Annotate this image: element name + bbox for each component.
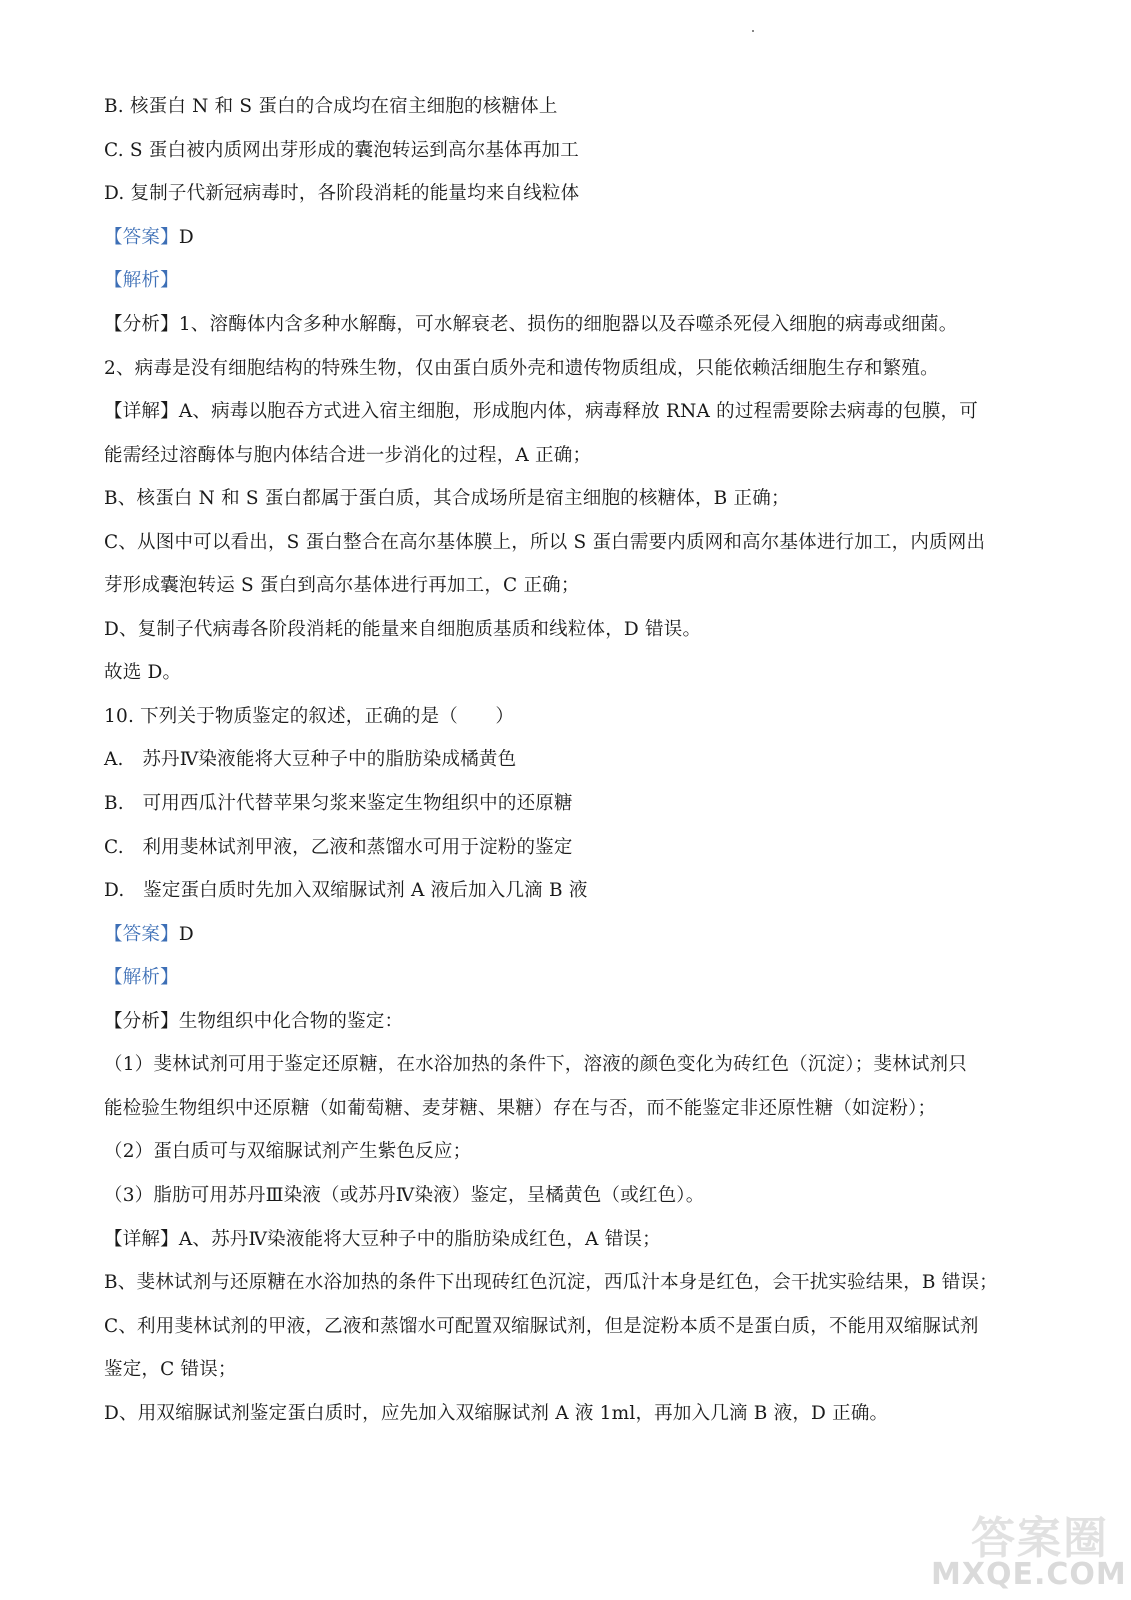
detail-text: A、病毒以胞吞方式进入宿主细胞，形成胞内体，病毒释放 RNA 的过程需要除去病毒的包膜，可 bbox=[178, 401, 978, 422]
q9-option-c: C. S 蛋白被内质网出芽形成的囊泡转运到高尔基体再加工 bbox=[104, 140, 579, 161]
q9-detail-a2: 能需经过溶酶体与胞内体结合进一步消化的过程，A 正确； bbox=[104, 445, 592, 466]
q9-detail-b: B、核蛋白 N 和 S 蛋白都属于蛋白质，其合成场所是宿主细胞的核糖体，B 正确； bbox=[104, 488, 790, 509]
answer-tag: 【答案】 bbox=[104, 227, 179, 248]
q10-detail-c1: C、利用斐林试剂的甲液，乙液和蒸馏水可配置双缩脲试剂，但是淀粉本质不是蛋白质，不能用双缩脲试剂 bbox=[104, 1316, 979, 1337]
q10-analysis-head bbox=[104, 1009, 1021, 1035]
q9-analysis-1 bbox=[104, 312, 1021, 338]
jiexi-tag: 【解析】 bbox=[104, 270, 179, 291]
q10-detail-d: D、用双缩脲试剂鉴定蛋白质时，应先加入双缩脲试剂 A 液 1ml，再加入几滴 B 液，D 正确。 bbox=[104, 1403, 889, 1424]
q10-jiexi-tag bbox=[104, 965, 1021, 991]
q10-analysis-2: （2）蛋白质可与双缩脲试剂产生紫色反应； bbox=[104, 1141, 472, 1162]
analysis-label: 【分析】 bbox=[104, 314, 179, 335]
q9-detail-c1: C、从图中可以看出，S 蛋白整合在高尔基体膜上，所以 S 蛋白需要内质网和高尔基体进行加工，内质网出 bbox=[104, 532, 986, 553]
q9-answer bbox=[104, 225, 1021, 251]
analysis-text: 生物组织中化合物的鉴定： bbox=[178, 1011, 404, 1032]
q9-detail-a1 bbox=[104, 399, 1021, 425]
analysis-text: 1、溶酶体内含多种水解酶，可水解衰老、损伤的细胞器以及吞噬杀死侵入细胞的病毒或细菌。 bbox=[178, 314, 958, 335]
detail-label: 【详解】 bbox=[104, 1229, 179, 1250]
scan-speck bbox=[752, 30, 754, 32]
q9-option-d: D. 复制子代新冠病毒时，各阶段消耗的能量均来自线粒体 bbox=[104, 183, 580, 204]
q10-option-c: C. 利用斐林试剂甲液，乙液和蒸馏水可用于淀粉的鉴定 bbox=[104, 837, 573, 858]
q10-option-d: D. 鉴定蛋白质时先加入双缩脲试剂 A 液后加入几滴 B 液 bbox=[104, 880, 588, 901]
q9-jiexi-tag bbox=[104, 268, 1021, 294]
q9-analysis-2: 2、病毒是没有细胞结构的特殊生物，仅由蛋白质外壳和遗传物质组成，只能依赖活细胞生存和繁殖。 bbox=[104, 358, 939, 379]
watermark-bottom-text: MXQE.COM bbox=[931, 1557, 1127, 1592]
watermark-logo bbox=[931, 1502, 1127, 1592]
jiexi-tag: 【解析】 bbox=[104, 967, 179, 988]
q10-analysis-3: （3）脂肪可用苏丹Ⅲ染液（或苏丹Ⅳ染液）鉴定，呈橘黄色（或红色）。 bbox=[104, 1185, 705, 1206]
watermark-top-text: 答案圈 bbox=[971, 1513, 1109, 1564]
q9-detail-d: D、复制子代病毒各阶段消耗的能量来自细胞质基质和线粒体，D 错误。 bbox=[104, 619, 702, 640]
answer-value: D bbox=[178, 924, 194, 945]
q10-detail-c2: 鉴定，C 错误； bbox=[104, 1359, 237, 1380]
q10-option-a: A. 苏丹Ⅳ染液能将大豆种子中的脂肪染成橘黄色 bbox=[104, 749, 517, 770]
q9-detail-c2: 芽形成囊泡转运 S 蛋白到高尔基体进行再加工，C 正确； bbox=[104, 575, 580, 596]
answer-tag: 【答案】 bbox=[104, 924, 179, 945]
q10-option-b: B. 可用西瓜汁代替苹果匀浆来鉴定生物组织中的还原糖 bbox=[104, 793, 573, 814]
detail-label: 【详解】 bbox=[104, 401, 179, 422]
q10-analysis-1b: 能检验生物组织中还原糖（如葡萄糖、麦芽糖、果糖）存在与否，而不能鉴定非还原性糖（如淀粉）； bbox=[104, 1098, 937, 1119]
q10-detail-a bbox=[104, 1227, 1021, 1253]
answer-value: D bbox=[178, 227, 194, 248]
q10-analysis-1a: （1）斐林试剂可用于鉴定还原糖，在水浴加热的条件下，溶液的颜色变化为砖红色（沉淀）；斐林试剂只 bbox=[104, 1054, 967, 1075]
q10-stem: 10. 下列关于物质鉴定的叙述，正确的是（ ） bbox=[104, 706, 515, 727]
analysis-label: 【分析】 bbox=[104, 1011, 179, 1032]
q10-detail-b: B、斐林试剂与还原糖在水浴加热的条件下出现砖红色沉淀，西瓜汁本身是红色，会干扰实验结果，B 错误； bbox=[104, 1272, 998, 1293]
q10-answer bbox=[104, 922, 1021, 948]
q9-conclusion: 故选 D。 bbox=[104, 662, 182, 683]
detail-text: A、苏丹Ⅳ染液能将大豆种子中的脂肪染成红色，A 错误； bbox=[178, 1229, 661, 1250]
q9-option-b: B. 核蛋白 N 和 S 蛋白的合成均在宿主细胞的核糖体上 bbox=[104, 96, 558, 117]
